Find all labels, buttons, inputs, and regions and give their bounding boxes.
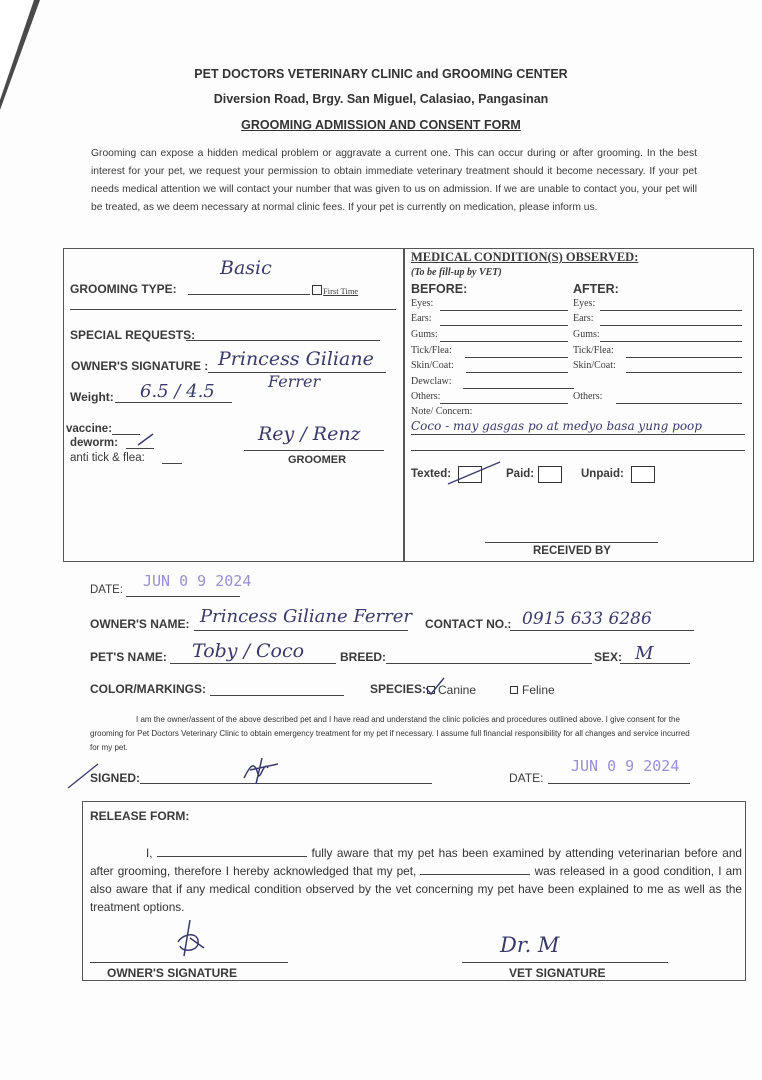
- pet-name-line[interactable]: [170, 663, 336, 664]
- after-field-label: Others:: [573, 391, 603, 402]
- after-field-label: Gums:: [573, 329, 600, 340]
- sex-line[interactable]: [620, 663, 690, 664]
- signed-check-mark: [66, 760, 102, 790]
- owner-signature-surname: Ferrer: [268, 372, 321, 391]
- vet-signature-value: Dr. M: [500, 933, 560, 957]
- pet-name-value: Toby / Coco: [192, 640, 305, 662]
- date2-stamp: JUN 0 9 2024: [571, 757, 680, 775]
- after-field-label: Tick/Flea:: [573, 345, 614, 356]
- before-label: BEFORE:: [411, 282, 468, 296]
- weight-line[interactable]: [115, 402, 232, 403]
- weight-label: Weight:: [70, 390, 114, 404]
- groomer-line[interactable]: [244, 450, 384, 451]
- release-paragraph: [90, 844, 742, 916]
- consent-text: I am the owner/assent of the above described pet and I have read and understand the clinic policies and procedures outlined above. I give consent for the grooming for Pet Doctors Veterinary Clinic to obtain emergency treatment for my pet if necessary. I assume full financial responsibility for all changes and service incurred for my pet.: [90, 715, 690, 752]
- before-field-line[interactable]: [463, 388, 574, 389]
- after-field-line[interactable]: [626, 357, 742, 358]
- vaccine-label: vaccine:: [66, 423, 113, 435]
- after-field-line[interactable]: [600, 310, 742, 311]
- vet-signature-line[interactable]: [462, 962, 668, 963]
- date-label: DATE:: [90, 584, 124, 596]
- before-field-line[interactable]: [440, 341, 568, 342]
- paid-label: Paid:: [506, 468, 535, 480]
- note-value: Coco - may gasgas po at medyo basa yung poop: [411, 419, 702, 433]
- groomer-label: GROOMER: [288, 454, 347, 466]
- release-owner-signature: [170, 918, 210, 960]
- before-field-label: Others:: [411, 391, 441, 402]
- feline-checkbox[interactable]: [510, 686, 518, 694]
- before-field-line[interactable]: [466, 372, 568, 373]
- texted-label: Texted:: [411, 468, 452, 480]
- species-label: SPECIES:: [370, 682, 427, 696]
- owner-name-value: Princess Giliane Ferrer: [200, 606, 412, 627]
- antitick-label: anti tick & flea:: [70, 452, 145, 464]
- breed-label: BREED:: [340, 650, 387, 664]
- owner-signature-release-line[interactable]: [90, 962, 288, 963]
- feline-label: Feline: [522, 683, 555, 697]
- color-markings-line[interactable]: [210, 695, 344, 696]
- first-time-checkbox[interactable]: [312, 285, 322, 295]
- date2-label: DATE:: [509, 771, 544, 785]
- after-field-line[interactable]: [600, 325, 742, 326]
- medical-conditions-title: MEDICAL CONDITION(S) OBSERVED:: [411, 250, 639, 264]
- groomer-value: Rey / Renz: [258, 423, 361, 445]
- release-name-blank[interactable]: [157, 845, 307, 857]
- release-title: RELEASE FORM:: [90, 809, 190, 823]
- deworm-label: deworm:: [70, 437, 118, 449]
- unpaid-checkbox[interactable]: [631, 466, 655, 483]
- note-label: Note/ Concern:: [411, 406, 473, 417]
- intro-paragraph: Grooming can expose a hidden medical problem or aggravate a current one. This can occur during or after grooming. In the best interest for your pet, we request your permission to obtain immediate veterinary treatment should it become necessary. If your pet needs medical attention we will contact your number that was given to us on admission. If we are unable to contact you, your pet will be treated, as we deem necessary at normal clinic fees. If your pet is currently on medication, please inform us.: [91, 148, 697, 213]
- note-line-1[interactable]: [411, 434, 745, 435]
- special-requests-label: SPECIAL REQUESTS:: [70, 328, 196, 342]
- before-field-label: Tick/Flea:: [411, 345, 452, 356]
- owner-signature-label: OWNER'S SIGNATURE :: [71, 359, 209, 373]
- after-field-label: Ears:: [573, 313, 594, 324]
- vet-signature-label: VET SIGNATURE: [509, 966, 606, 980]
- before-field-label: Ears:: [411, 313, 432, 324]
- paid-checkbox[interactable]: [538, 466, 562, 483]
- weight-value: 6.5 / 4.5: [140, 381, 215, 402]
- after-field-line[interactable]: [616, 403, 742, 404]
- release-text-1: fully aware that my pet has been examined by attending veterinarian before and after grooming, therefore I hereby acknowledged that my pet,: [90, 846, 742, 878]
- received-by-line[interactable]: [485, 542, 658, 543]
- unpaid-label: Unpaid:: [581, 468, 624, 480]
- before-field-label: Skin/Coat:: [411, 360, 454, 371]
- breed-line[interactable]: [386, 663, 592, 664]
- deworm-line[interactable]: [126, 448, 154, 449]
- sex-label: SEX:: [594, 650, 623, 664]
- received-by-label: RECEIVED BY: [533, 545, 611, 557]
- after-label: AFTER:: [573, 282, 619, 296]
- medical-conditions-subtitle: (To be fill-up by VET): [411, 267, 502, 278]
- first-time-label: First Time: [323, 286, 359, 296]
- texted-check-mark: [444, 458, 504, 488]
- note-line-2[interactable]: [411, 450, 745, 451]
- form-title-text: GROOMING ADMISSION AND CONSENT FORM: [241, 118, 521, 132]
- canine-label: Canine: [438, 683, 477, 697]
- antitick-line[interactable]: [162, 463, 182, 464]
- release-i-label: I,: [146, 846, 153, 860]
- before-field-line[interactable]: [440, 403, 568, 404]
- grooming-type-line-2[interactable]: [70, 309, 396, 310]
- clinic-address: Diversion Road, Brgy. San Miguel, Calasiao, Pangasinan: [213, 92, 549, 106]
- before-field-label: Gums:: [411, 329, 438, 340]
- pet-name-label: PET'S NAME:: [90, 650, 167, 664]
- contact-line[interactable]: [510, 630, 694, 631]
- clinic-name: PET DOCTORS VETERINARY CLINIC and GROOMING CENTER: [194, 67, 568, 81]
- grooming-type-line[interactable]: [188, 294, 310, 295]
- special-requests-line[interactable]: [186, 340, 380, 341]
- release-pet-blank[interactable]: [420, 863, 530, 875]
- grooming-type-value: Basic: [220, 257, 272, 279]
- owner-name-line[interactable]: [194, 630, 408, 631]
- after-field-line[interactable]: [626, 372, 742, 373]
- owner-scribble-signature: [238, 756, 286, 786]
- signed-label: SIGNED:: [90, 771, 141, 785]
- sex-value: M: [635, 643, 654, 664]
- color-markings-label: COLOR/MARKINGS:: [90, 682, 206, 696]
- before-field-line[interactable]: [440, 325, 568, 326]
- folded-corner-inner: [0, 0, 34, 100]
- grooming-type-label: GROOMING TYPE:: [70, 282, 177, 296]
- before-field-line[interactable]: [465, 357, 568, 358]
- date2-line[interactable]: [548, 783, 690, 784]
- signed-line[interactable]: [140, 783, 432, 784]
- column-divider: [403, 248, 405, 562]
- date-stamp: JUN 0 9 2024: [143, 572, 252, 590]
- after-field-label: Skin/Coat:: [573, 360, 616, 371]
- owner-signature-value: Princess Giliane: [218, 348, 374, 370]
- contact-label: CONTACT NO.:: [425, 617, 512, 631]
- before-field-label: Eyes:: [411, 298, 434, 309]
- after-field-label: Eyes:: [573, 298, 596, 309]
- before-field-label: Dewclaw:: [411, 376, 452, 387]
- form-title: [0, 118, 762, 132]
- owner-name-label: OWNER'S NAME:: [90, 617, 190, 631]
- owner-signature-release-label: OWNER'S SIGNATURE: [107, 966, 237, 980]
- before-field-line[interactable]: [440, 310, 568, 311]
- deworm-check-mark: [136, 432, 156, 448]
- date-line[interactable]: [126, 596, 240, 597]
- release-text-2: was released in a good condition, I am also aware that if any medical condition observed by the vet concerning my pet have been explained to me as well as the treatment options.: [90, 864, 743, 914]
- contact-value: 0915 633 6286: [522, 609, 652, 629]
- after-field-line[interactable]: [600, 341, 742, 342]
